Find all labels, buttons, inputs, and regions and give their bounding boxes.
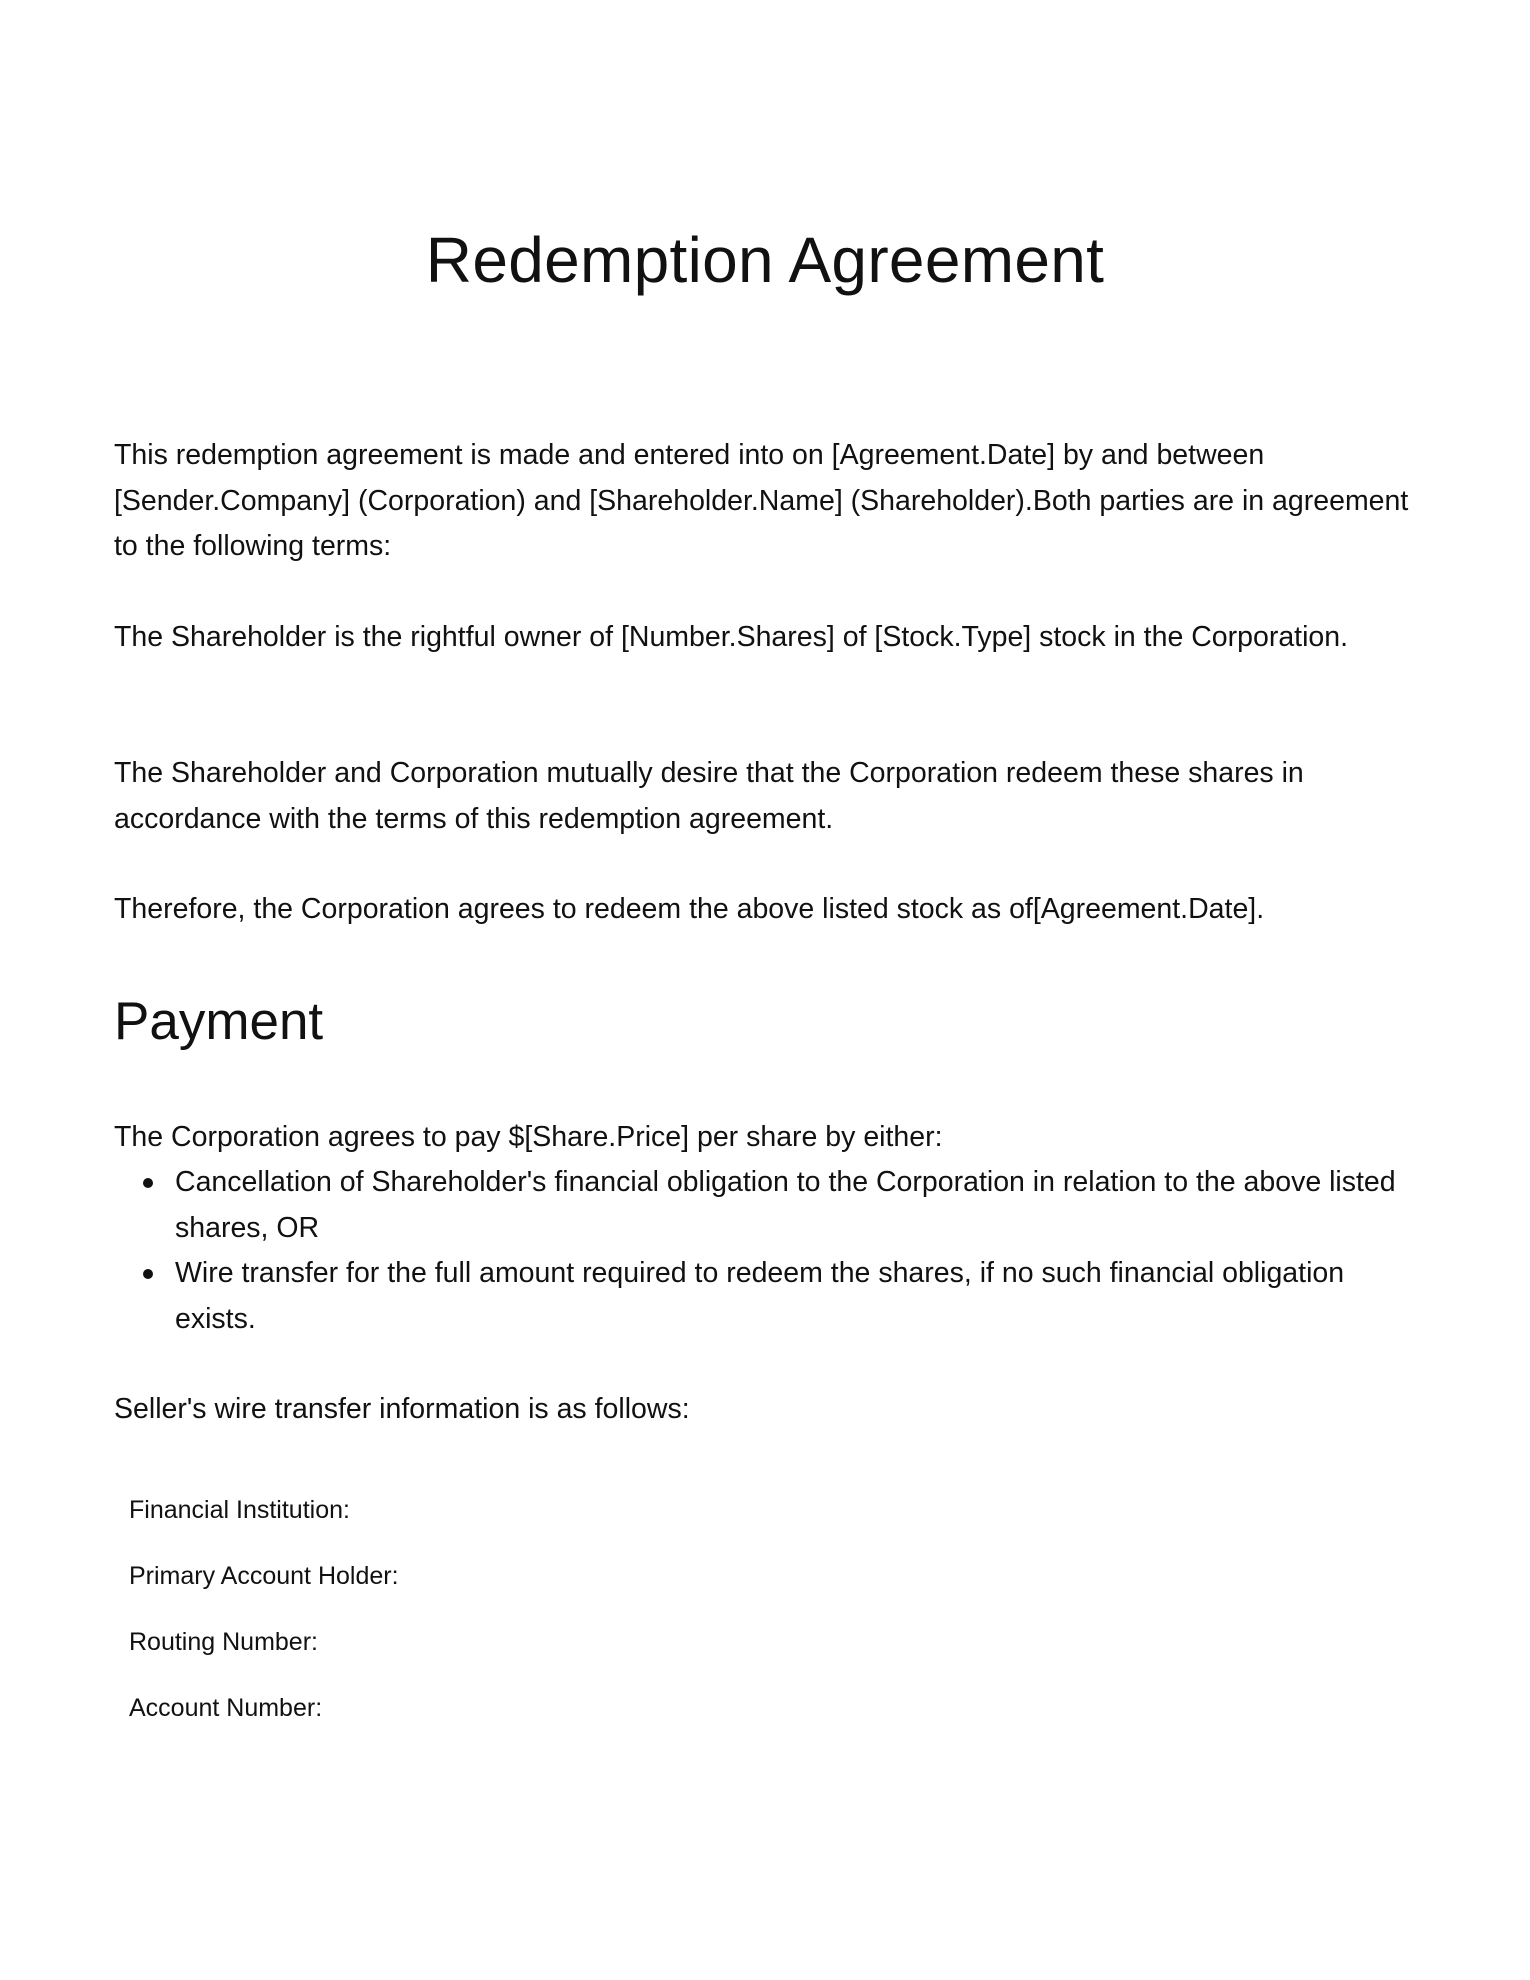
therefore-paragraph: Therefore, the Corporation agrees to redeem the above listed stock as of[Agreement.Date].: [114, 893, 1265, 925]
payment-option-wire-transfer: Wire transfer for the full amount required to redeem the shares, if no such financial obligation exists.: [175, 1257, 1345, 1335]
wire-transfer-fields: [129, 1492, 1029, 1756]
seller-wire-intro: Seller's wire transfer information is as follows:: [114, 1393, 690, 1425]
ownership-paragraph: The Shareholder is the rightful owner of [Number.Shares] of [Stock.Type] stock in the Corporation.: [114, 621, 1349, 653]
routing-number-label: Routing Number:: [129, 1628, 318, 1656]
account-number-label: Account Number:: [129, 1694, 323, 1722]
desire-paragraph: The Shareholder and Corporation mutually desire that the Corporation redeem these shares in accordance with the terms of this redemption agreement.: [114, 757, 1304, 835]
intro-paragraph: This redemption agreement is made and entered into on [Agreement.Date] by and between [Sender.Company] (Corporation) and [Shareholder.Name] (Shareholder).Both parties are in agreement to the following terms:: [114, 439, 1409, 562]
bullet-icon: [143, 1178, 153, 1188]
document-title: Redemption Agreement: [425, 224, 1105, 296]
financial-institution-label: Financial Institution:: [129, 1496, 350, 1524]
bullet-icon: [143, 1269, 153, 1279]
list-item: [114, 1160, 1414, 1251]
payment-options-list: [114, 1160, 1414, 1342]
list-item: [114, 1251, 1414, 1342]
payment-intro: The Corporation agrees to pay $[Share.Price] per share by either:: [114, 1121, 943, 1153]
payment-option-cancellation: Cancellation of Shareholder's financial obligation to the Corporation in relation to the above listed shares, OR: [175, 1166, 1396, 1244]
primary-account-holder-label: Primary Account Holder:: [129, 1562, 399, 1590]
payment-heading: Payment: [114, 992, 324, 1051]
